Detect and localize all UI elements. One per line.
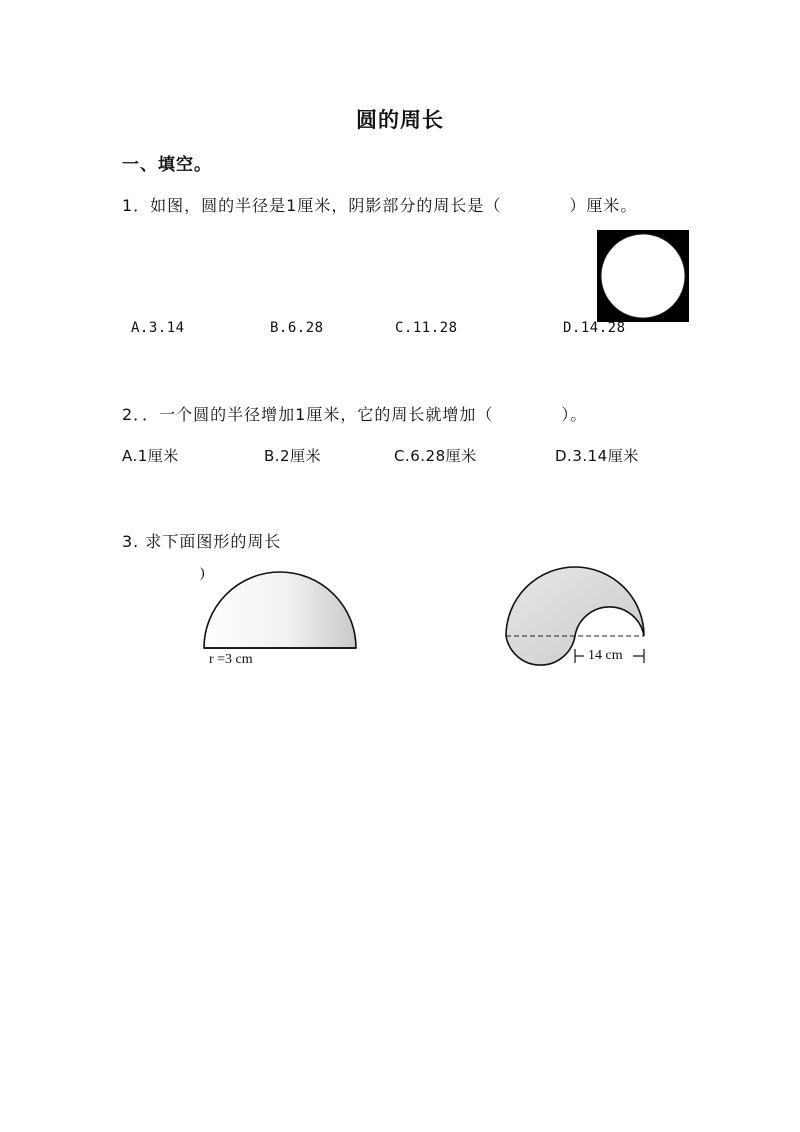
q1-option-a[interactable]: A.3.14 bbox=[131, 320, 185, 336]
semicircle-figure bbox=[195, 565, 365, 655]
page-title: 圆的周长 bbox=[356, 108, 444, 132]
q2-option-a[interactable]: A.1厘米 bbox=[122, 447, 179, 465]
q1-option-d[interactable]: D.14.28 bbox=[563, 320, 626, 336]
white-circle bbox=[601, 234, 685, 318]
q1-option-c[interactable]: C.11.28 bbox=[395, 320, 458, 336]
figure-2-dimension-label: 14 cm bbox=[588, 648, 623, 663]
figure-1-mark: ) bbox=[200, 566, 205, 581]
q2-option-b[interactable]: B.2厘米 bbox=[264, 447, 322, 465]
question-2-text: 2．．一个圆的半径增加1厘米，它的周长就增加（ ）。 bbox=[122, 405, 588, 424]
question-3-text: 3. 求下面图形的周长 bbox=[122, 532, 282, 551]
question-1-text: 1．如图，圆的半径是1厘米，阴影部分的周长是（ ）厘米。 bbox=[122, 196, 638, 215]
crescent-figure bbox=[500, 565, 660, 680]
section-heading-fill-blank: 一、填空。 bbox=[122, 155, 212, 175]
q2-option-d[interactable]: D.3.14厘米 bbox=[555, 447, 639, 465]
q1-option-b[interactable]: B.6.28 bbox=[270, 320, 324, 336]
square-circle-figure bbox=[597, 230, 689, 322]
q2-option-c[interactable]: C.6.28厘米 bbox=[394, 447, 477, 465]
figure-1-radius-label: r =3 cm bbox=[209, 652, 253, 667]
semicircle-shape bbox=[204, 572, 356, 648]
